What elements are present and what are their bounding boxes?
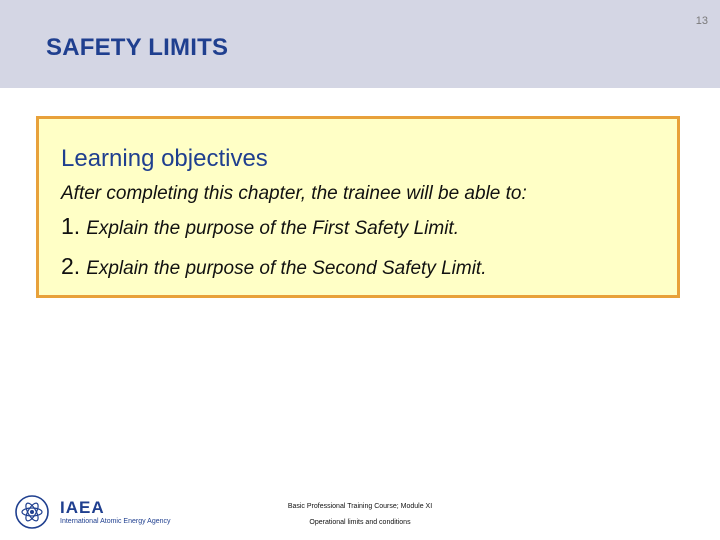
- header-band: [0, 0, 720, 88]
- objectives-heading: Learning objectives: [61, 145, 268, 172]
- logo-subtitle: International Atomic Energy Agency: [60, 518, 171, 525]
- footer-module: Operational limits and conditions: [309, 519, 411, 526]
- objective-item: [61, 253, 487, 280]
- objective-number: 2.: [61, 253, 81, 279]
- page-title: SAFETY LIMITS: [46, 34, 229, 61]
- objective-number: 1.: [61, 213, 81, 239]
- objective-text: Explain the purpose of the Second Safety Limit.: [86, 258, 487, 279]
- footer-course: Basic Professional Training Course; Module XI: [287, 503, 433, 510]
- logo-name: IAEA: [60, 498, 105, 517]
- objectives-intro: After completing this chapter, the trainee will be able to:: [61, 183, 527, 204]
- slide-number: 13: [695, 15, 708, 27]
- objective-text: Explain the purpose of the First Safety Limit.: [86, 218, 459, 239]
- objective-item: [61, 213, 459, 240]
- learning-objectives-box: [36, 116, 680, 298]
